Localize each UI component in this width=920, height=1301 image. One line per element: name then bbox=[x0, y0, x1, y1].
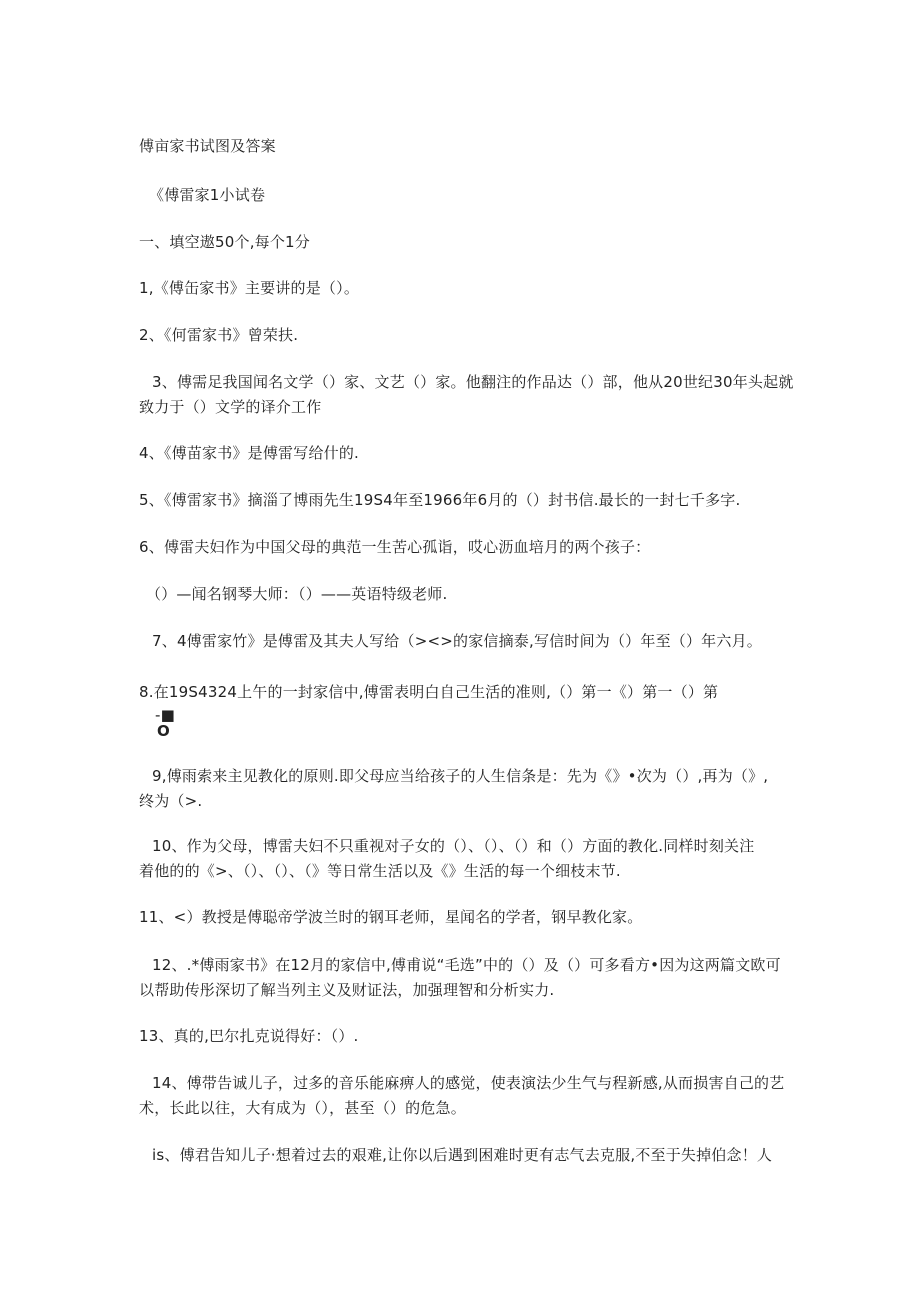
section-heading: 一、填空遨50个,每个1分 bbox=[139, 233, 310, 251]
question-line: 10、作为父母，博雷夫妇不只重视对子女的（）、（）、（）和（）方面的教化.同样时刻关注 bbox=[152, 837, 755, 855]
question-line: 13、真的,巴尔扎克说得好：（）. bbox=[139, 1027, 359, 1045]
question-line: 5、《傅雷家书》摘淄了博雨先生19S4年至1966年6月的（）封书信.最长的一封七千多字. bbox=[139, 491, 741, 509]
quiz-subtitle: 《傅雷家1小试卷 bbox=[149, 186, 266, 204]
question-fragment: -■ bbox=[155, 706, 175, 724]
question-line: 12、.*傅雨家书》在12月的家信中,傅甫说“毛选”中的（）及（）可多看方•因为这两篇文欧可 bbox=[152, 956, 781, 974]
question-line: 6、傅雷夫妇作为中国父母的典范一生苦心孤诣，哎心沥血培月的两个孩子： bbox=[139, 538, 651, 556]
question-line: 14、傅带告诚儿子，过多的音乐能麻痹人的感觉，使表演法少生气与程新感,从而损害自己的艺 bbox=[152, 1074, 785, 1092]
question-line: 1,《傅缶家书》主要讲的是（）。 bbox=[139, 279, 360, 297]
question-line: is、傅君告知儿子·想着过去的艰难,让你以后遇到困难时更有志气去克服,不至于失掉伯念！人 bbox=[152, 1146, 773, 1164]
question-line-continued: 终为（>. bbox=[139, 792, 203, 810]
document-title: 傅亩家书试图及答案 bbox=[139, 137, 276, 155]
question-line-continued: 着他的的《>、（）、（）、（》等日常生活以及《》生活的每一个细枝末节. bbox=[139, 862, 621, 880]
question-line-continued: 以帮助传彤深切了解当列主义及财证法，加强理智和分析实力. bbox=[139, 981, 555, 999]
question-line: 8.在19S4324上午的一封家信中,傅雷表明白自己生活的准则,（）第一《）第一（）第 bbox=[139, 683, 719, 701]
question-line: 11、<）教授是傅聪帝学波兰时的钢耳老师，星闻名的学者，钢早教化家。 bbox=[139, 908, 643, 926]
question-fragment: O bbox=[157, 722, 170, 740]
question-line: 4、《傅苗家书》是傅雷写给什的. bbox=[139, 444, 360, 462]
question-line-continued: 致力于（）文学的译介工作 bbox=[139, 398, 322, 416]
question-line-continued: （）—闻名钢琴大师：（）——英语特级老师. bbox=[146, 585, 448, 603]
question-line: 7、4傅雷家竹》是傅雷及其夫人写给（><>的家信摘泰,写信时间为（）年至（）年六月。 bbox=[152, 632, 762, 650]
question-line: 9,傅雨索来主见教化的原则.即父母应当给孩子的人生信条是：先为《》•次为（）,再为（》, bbox=[152, 767, 769, 785]
question-line: 2、《何雷家书》曾荣扶. bbox=[139, 326, 299, 344]
question-line: 3、傅需足我国闻名文学（）家、文艺（）家。他翻注的作品达（）部，他从20世纪30年头起就 bbox=[152, 373, 794, 391]
question-line-continued: 术，长此以往，大有成为（），甚至（）的危急。 bbox=[139, 1099, 466, 1117]
